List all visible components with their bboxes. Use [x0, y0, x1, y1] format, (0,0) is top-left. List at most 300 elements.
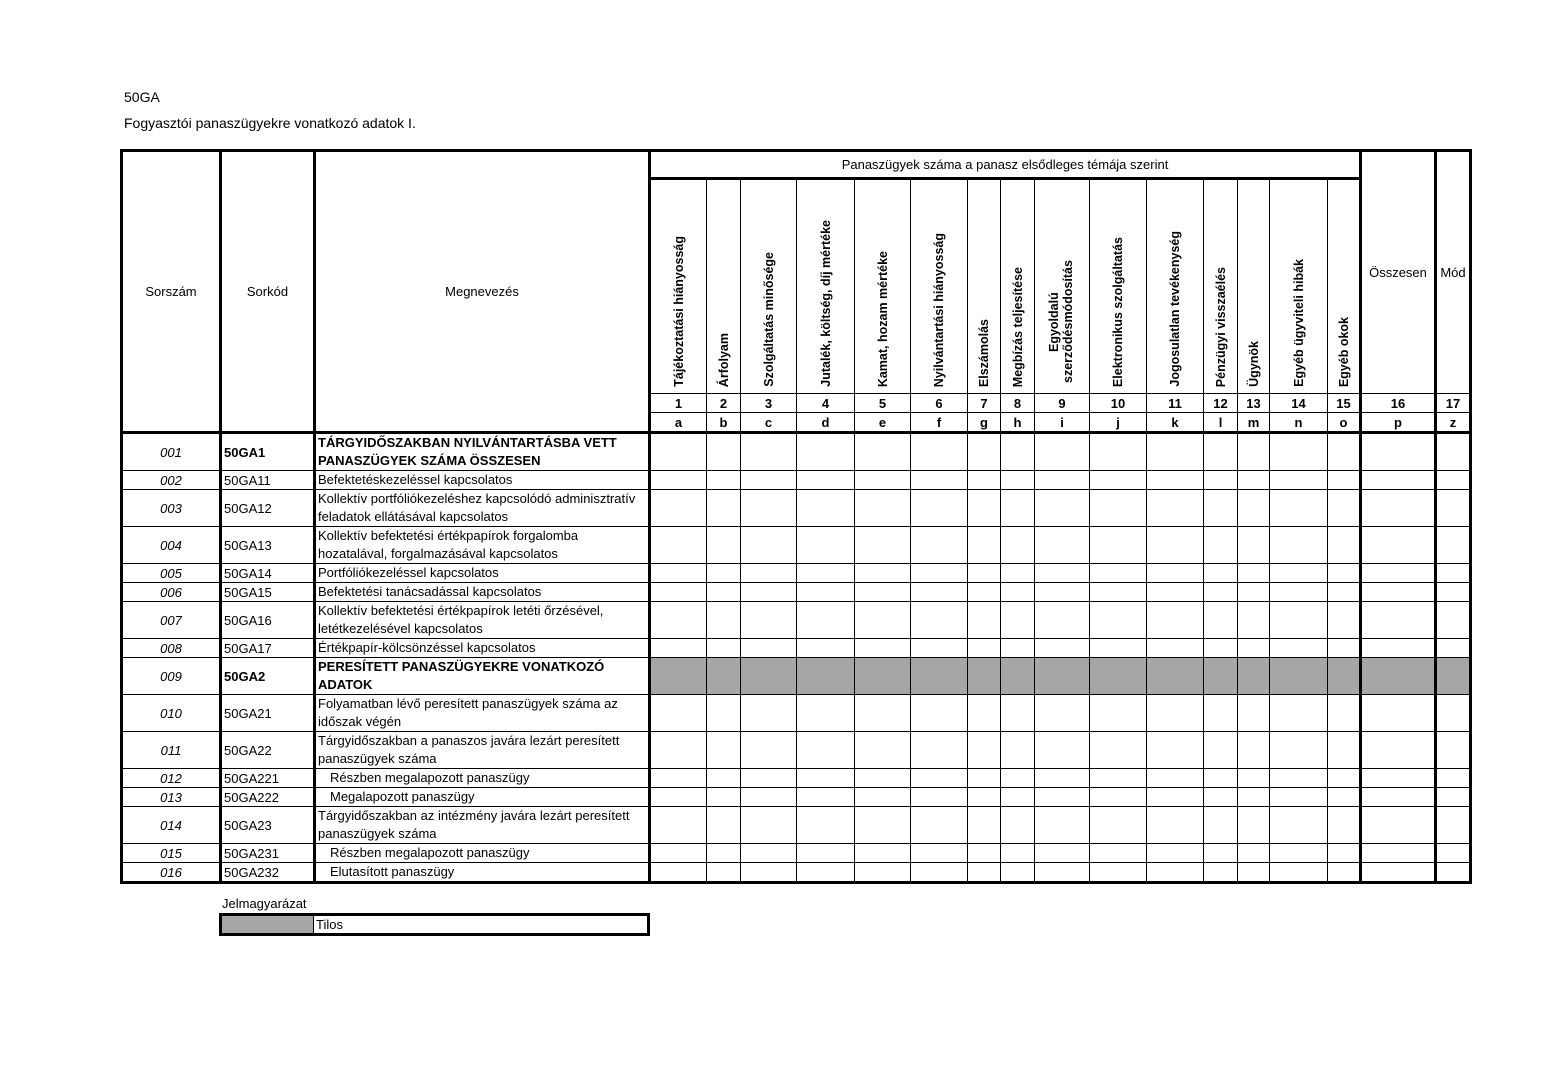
data-cell [1361, 602, 1436, 639]
col-letter: d [797, 413, 855, 433]
data-cell [911, 863, 968, 883]
col-letter: j [1090, 413, 1147, 433]
data-cell [797, 639, 855, 658]
data-cell [1001, 769, 1035, 788]
row-sorszam: 005 [122, 564, 221, 583]
data-cell [1361, 471, 1436, 490]
table-row [122, 602, 1471, 639]
col-number: 8 [1001, 394, 1035, 413]
data-cell [707, 602, 741, 639]
table-row [122, 658, 1471, 695]
data-cell [1361, 564, 1436, 583]
col-number: 1 [650, 394, 707, 413]
data-cell [1001, 490, 1035, 527]
header-col-label: Megbízás teljesítése [1010, 266, 1025, 387]
data-cell [1436, 490, 1471, 527]
data-cell [1090, 527, 1147, 564]
data-cell [1436, 695, 1471, 732]
table-row [122, 695, 1471, 732]
data-cell [855, 844, 911, 863]
header-col-12 [1204, 179, 1238, 394]
data-cell [1035, 471, 1090, 490]
row-sorszam: 011 [122, 732, 221, 769]
data-cell [1035, 602, 1090, 639]
data-cell [1436, 769, 1471, 788]
col-letter: c [741, 413, 797, 433]
data-cell [1090, 564, 1147, 583]
data-cell [1361, 807, 1436, 844]
data-cell [650, 807, 707, 844]
data-cell [741, 844, 797, 863]
data-cell [1270, 807, 1328, 844]
data-cell [650, 863, 707, 883]
data-cell [741, 695, 797, 732]
data-cell [707, 471, 741, 490]
data-cell [1270, 564, 1328, 583]
row-sorkod: 50GA1 [221, 433, 315, 471]
row-sorkod: 50GA221 [221, 769, 315, 788]
row-megnevezes: TÁRGYIDŐSZAKBAN NYILVÁNTARTÁSBA VETT PANASZÜGYEK SZÁMA ÖSSZESEN [315, 433, 650, 471]
form-subtitle: Fogyasztói panaszügyekre vonatkozó adatok I. [124, 115, 416, 131]
data-cell [1035, 490, 1090, 527]
col-letter: p [1361, 413, 1436, 433]
data-cell [1035, 639, 1090, 658]
data-cell [1361, 695, 1436, 732]
data-cell [1090, 658, 1147, 695]
header-col-9 [1035, 179, 1090, 394]
data-cell [1001, 732, 1035, 769]
row-megnevezes: Befektetéskezeléssel kapcsolatos [315, 471, 650, 490]
data-cell [1001, 807, 1035, 844]
data-cell [707, 639, 741, 658]
data-cell [968, 433, 1001, 471]
data-cell [968, 639, 1001, 658]
data-cell [1204, 844, 1238, 863]
data-cell [911, 471, 968, 490]
col-letter: f [911, 413, 968, 433]
data-cell [1204, 769, 1238, 788]
header-sorkod: Sorkód [221, 151, 315, 433]
data-cell [968, 658, 1001, 695]
data-cell [968, 602, 1001, 639]
data-cell [1001, 639, 1035, 658]
data-cell [1270, 527, 1328, 564]
data-cell [968, 471, 1001, 490]
data-cell [707, 564, 741, 583]
data-cell [1035, 433, 1090, 471]
data-cell [1436, 527, 1471, 564]
header-sorszam: Sorszám [122, 151, 221, 433]
header-col-label: Elektronikus szolgáltatás [1111, 236, 1125, 387]
row-sorszam: 008 [122, 639, 221, 658]
data-cell [797, 732, 855, 769]
legend-item [221, 915, 649, 935]
table-row [122, 583, 1471, 602]
data-cell [797, 602, 855, 639]
data-cell [1238, 433, 1270, 471]
data-cell [911, 732, 968, 769]
data-cell [1035, 527, 1090, 564]
row-sorkod: 50GA222 [221, 788, 315, 807]
data-cell [968, 732, 1001, 769]
data-cell [1001, 433, 1035, 471]
data-cell [1035, 807, 1090, 844]
header-col-6 [911, 179, 968, 394]
data-cell [855, 695, 911, 732]
col-letter: b [707, 413, 741, 433]
data-cell [1090, 602, 1147, 639]
data-cell [741, 564, 797, 583]
data-cell [1238, 658, 1270, 695]
row-sorkod: 50GA2 [221, 658, 315, 695]
header-col-label: Kamat, hozam mértéke [875, 250, 890, 387]
row-megnevezes: Befektetési tanácsadással kapcsolatos [315, 583, 650, 602]
data-cell [855, 732, 911, 769]
data-cell [1361, 527, 1436, 564]
data-cell [797, 788, 855, 807]
data-cell [1436, 583, 1471, 602]
header-col-15 [1328, 179, 1361, 394]
row-sorszam: 004 [122, 527, 221, 564]
data-cell [1238, 695, 1270, 732]
row-sorszam: 010 [122, 695, 221, 732]
data-cell [1270, 490, 1328, 527]
data-cell [1090, 769, 1147, 788]
row-sorkod: 50GA14 [221, 564, 315, 583]
data-cell [855, 564, 911, 583]
legend-label: Tilos [314, 915, 649, 935]
data-cell [707, 732, 741, 769]
data-cell [797, 769, 855, 788]
data-cell [1090, 639, 1147, 658]
data-cell [741, 788, 797, 807]
col-number: 3 [741, 394, 797, 413]
data-cell [968, 583, 1001, 602]
row-sorkod: 50GA23 [221, 807, 315, 844]
header-col-label: Tájékoztatási hiányosság [671, 236, 686, 387]
data-cell [1147, 844, 1204, 863]
data-cell [911, 602, 968, 639]
col-letter: h [1001, 413, 1035, 433]
row-megnevezes: Tárgyidőszakban az intézmény javára lezárt peresített panaszügyek száma [315, 807, 650, 844]
data-cell [1147, 527, 1204, 564]
data-cell [1270, 583, 1328, 602]
row-megnevezes: Értékpapír-kölcsönzéssel kapcsolatos [315, 639, 650, 658]
data-cell [707, 863, 741, 883]
data-cell [650, 564, 707, 583]
data-cell [1147, 490, 1204, 527]
data-cell [1436, 863, 1471, 883]
data-cell [855, 807, 911, 844]
data-cell [855, 583, 911, 602]
header-col-label: Egyéb ügyviteli hibák [1291, 259, 1306, 387]
data-cell [1001, 863, 1035, 883]
data-cell [650, 490, 707, 527]
data-cell [1238, 844, 1270, 863]
data-cell [1035, 863, 1090, 883]
row-megnevezes: PERESÍTETT PANASZÜGYEKRE VONATKOZÓ ADATOK [315, 658, 650, 695]
data-cell [1238, 732, 1270, 769]
data-cell [1328, 695, 1361, 732]
row-sorkod: 50GA22 [221, 732, 315, 769]
table-row [122, 732, 1471, 769]
col-number: 4 [797, 394, 855, 413]
data-cell [1270, 769, 1328, 788]
header-col-label: Jogosulatlan tevékenység [1168, 231, 1182, 387]
data-cell [1001, 788, 1035, 807]
row-sorszam: 006 [122, 583, 221, 602]
data-cell [1090, 695, 1147, 732]
row-sorszam: 009 [122, 658, 221, 695]
col-number: 7 [968, 394, 1001, 413]
data-cell [1090, 732, 1147, 769]
data-cell [1147, 583, 1204, 602]
data-cell [650, 527, 707, 564]
data-cell [855, 863, 911, 883]
data-cell [1204, 863, 1238, 883]
data-cell [650, 433, 707, 471]
data-cell [797, 490, 855, 527]
data-cell [855, 788, 911, 807]
col-letter: a [650, 413, 707, 433]
data-cell [1328, 863, 1361, 883]
data-cell [707, 695, 741, 732]
row-megnevezes: Részben megalapozott panaszügy [315, 769, 650, 788]
table-row [122, 863, 1471, 883]
header-col-label: Szolgáltatás minősége [761, 252, 776, 387]
data-cell [1328, 527, 1361, 564]
header-col-1 [650, 179, 707, 394]
data-cell [1361, 769, 1436, 788]
header-col-label: Nyilvántartási hiányosság [932, 232, 946, 387]
data-cell [741, 490, 797, 527]
data-cell [650, 788, 707, 807]
data-cell [1147, 471, 1204, 490]
data-cell [1204, 788, 1238, 807]
data-cell [911, 844, 968, 863]
col-letter: i [1035, 413, 1090, 433]
data-cell [1270, 863, 1328, 883]
data-cell [1238, 639, 1270, 658]
header-col-3 [741, 179, 797, 394]
data-cell [1238, 490, 1270, 527]
data-cell [1436, 471, 1471, 490]
data-cell [1204, 732, 1238, 769]
row-sorkod: 50GA12 [221, 490, 315, 527]
data-cell [1361, 863, 1436, 883]
data-cell [1001, 564, 1035, 583]
data-cell [650, 732, 707, 769]
data-cell [855, 602, 911, 639]
data-cell [911, 639, 968, 658]
data-cell [1090, 807, 1147, 844]
data-cell [855, 769, 911, 788]
col-letter: l [1204, 413, 1238, 433]
data-cell [1204, 807, 1238, 844]
data-cell [1361, 583, 1436, 602]
data-cell [1090, 490, 1147, 527]
row-sorszam: 015 [122, 844, 221, 863]
data-cell [707, 788, 741, 807]
data-cell [1270, 658, 1328, 695]
data-cell [707, 658, 741, 695]
data-cell [1090, 788, 1147, 807]
data-cell [911, 583, 968, 602]
data-cell [797, 863, 855, 883]
data-cell [1238, 583, 1270, 602]
col-number: 11 [1147, 394, 1204, 413]
data-cell [855, 639, 911, 658]
data-cell [707, 433, 741, 471]
data-cell [650, 583, 707, 602]
data-cell [797, 583, 855, 602]
data-cell [707, 844, 741, 863]
row-sorszam: 002 [122, 471, 221, 490]
data-cell [1204, 527, 1238, 564]
data-cell [1328, 433, 1361, 471]
col-letter: n [1270, 413, 1328, 433]
table-row [122, 471, 1471, 490]
data-cell [1204, 602, 1238, 639]
header-col-8 [1001, 179, 1035, 394]
col-number: 16 [1361, 394, 1436, 413]
col-letter: e [855, 413, 911, 433]
data-cell [1238, 788, 1270, 807]
table-row [122, 490, 1471, 527]
data-cell [1270, 602, 1328, 639]
data-cell [1361, 490, 1436, 527]
data-cell [650, 769, 707, 788]
row-megnevezes: Kollektív befektetési értékpapírok letéti őrzésével, letétkezelésével kapcsolatos [315, 602, 650, 639]
data-cell [1035, 732, 1090, 769]
data-cell [855, 471, 911, 490]
header-mod: Mód [1436, 151, 1471, 394]
row-megnevezes: Megalapozott panaszügy [315, 788, 650, 807]
data-cell [911, 788, 968, 807]
data-cell [968, 527, 1001, 564]
row-sorkod: 50GA16 [221, 602, 315, 639]
row-sorkod: 50GA21 [221, 695, 315, 732]
row-sorkod: 50GA231 [221, 844, 315, 863]
data-cell [911, 564, 968, 583]
data-cell [1001, 471, 1035, 490]
data-cell [1035, 769, 1090, 788]
complaints-table [120, 149, 1472, 884]
header-row [122, 151, 1471, 179]
data-cell [797, 695, 855, 732]
row-sorszam: 016 [122, 863, 221, 883]
row-sorszam: 001 [122, 433, 221, 471]
data-cell [1035, 658, 1090, 695]
data-cell [650, 844, 707, 863]
header-col-label: Elszámolás [977, 318, 991, 387]
row-sorkod: 50GA15 [221, 583, 315, 602]
data-cell [911, 807, 968, 844]
col-number: 5 [855, 394, 911, 413]
data-cell [1436, 844, 1471, 863]
table-row [122, 433, 1471, 471]
data-cell [1001, 844, 1035, 863]
header-col-label: Egyoldalú szerződésmódosítás [1047, 260, 1075, 384]
data-cell [1001, 658, 1035, 695]
table-row [122, 844, 1471, 863]
col-number: 2 [707, 394, 741, 413]
data-cell [1328, 732, 1361, 769]
header-col-10 [1090, 179, 1147, 394]
data-cell [911, 769, 968, 788]
data-cell [1035, 583, 1090, 602]
data-cell [1090, 433, 1147, 471]
data-cell [1090, 471, 1147, 490]
header-col-4 [797, 179, 855, 394]
row-sorszam: 013 [122, 788, 221, 807]
data-cell [1035, 844, 1090, 863]
col-letter: o [1328, 413, 1361, 433]
legend [219, 913, 650, 936]
row-sorkod: 50GA11 [221, 471, 315, 490]
table-row [122, 807, 1471, 844]
col-number: 12 [1204, 394, 1238, 413]
data-cell [1328, 769, 1361, 788]
data-cell [968, 769, 1001, 788]
header-col-2 [707, 179, 741, 394]
data-cell [797, 564, 855, 583]
data-cell [911, 490, 968, 527]
data-cell [1090, 863, 1147, 883]
header-col-14 [1270, 179, 1328, 394]
table-row [122, 769, 1471, 788]
row-megnevezes: Folyamatban lévő peresített panaszügyek száma az időszak végén [315, 695, 650, 732]
data-cell [855, 490, 911, 527]
data-cell [1328, 639, 1361, 658]
data-cell [1204, 639, 1238, 658]
data-cell [707, 769, 741, 788]
data-cell [1238, 602, 1270, 639]
data-cell [1328, 583, 1361, 602]
header-group: Panaszügyek száma a panasz elsődleges témája szerint [650, 151, 1361, 179]
data-cell [1147, 433, 1204, 471]
data-cell [1204, 564, 1238, 583]
row-megnevezes: Elutasított panaszügy [315, 863, 650, 883]
table-row [122, 564, 1471, 583]
data-cell [1361, 433, 1436, 471]
col-number: 13 [1238, 394, 1270, 413]
row-sorszam: 014 [122, 807, 221, 844]
data-cell [1270, 732, 1328, 769]
data-cell [741, 433, 797, 471]
row-megnevezes: Kollektív portfóliókezeléshez kapcsolódó adminisztratív feladatok ellátásával kapcsolatos [315, 490, 650, 527]
data-cell [1436, 639, 1471, 658]
data-cell [1238, 527, 1270, 564]
data-cell [1361, 732, 1436, 769]
row-sorszam: 007 [122, 602, 221, 639]
data-cell [1035, 695, 1090, 732]
data-cell [741, 732, 797, 769]
data-cell [741, 863, 797, 883]
row-sorszam: 012 [122, 769, 221, 788]
data-cell [1147, 788, 1204, 807]
row-sorszam: 003 [122, 490, 221, 527]
col-letter: m [1238, 413, 1270, 433]
data-cell [911, 695, 968, 732]
col-number: 14 [1270, 394, 1328, 413]
data-cell [1147, 639, 1204, 658]
data-cell [1361, 658, 1436, 695]
data-cell [650, 602, 707, 639]
data-cell [1328, 807, 1361, 844]
col-number: 10 [1090, 394, 1147, 413]
data-cell [1270, 844, 1328, 863]
